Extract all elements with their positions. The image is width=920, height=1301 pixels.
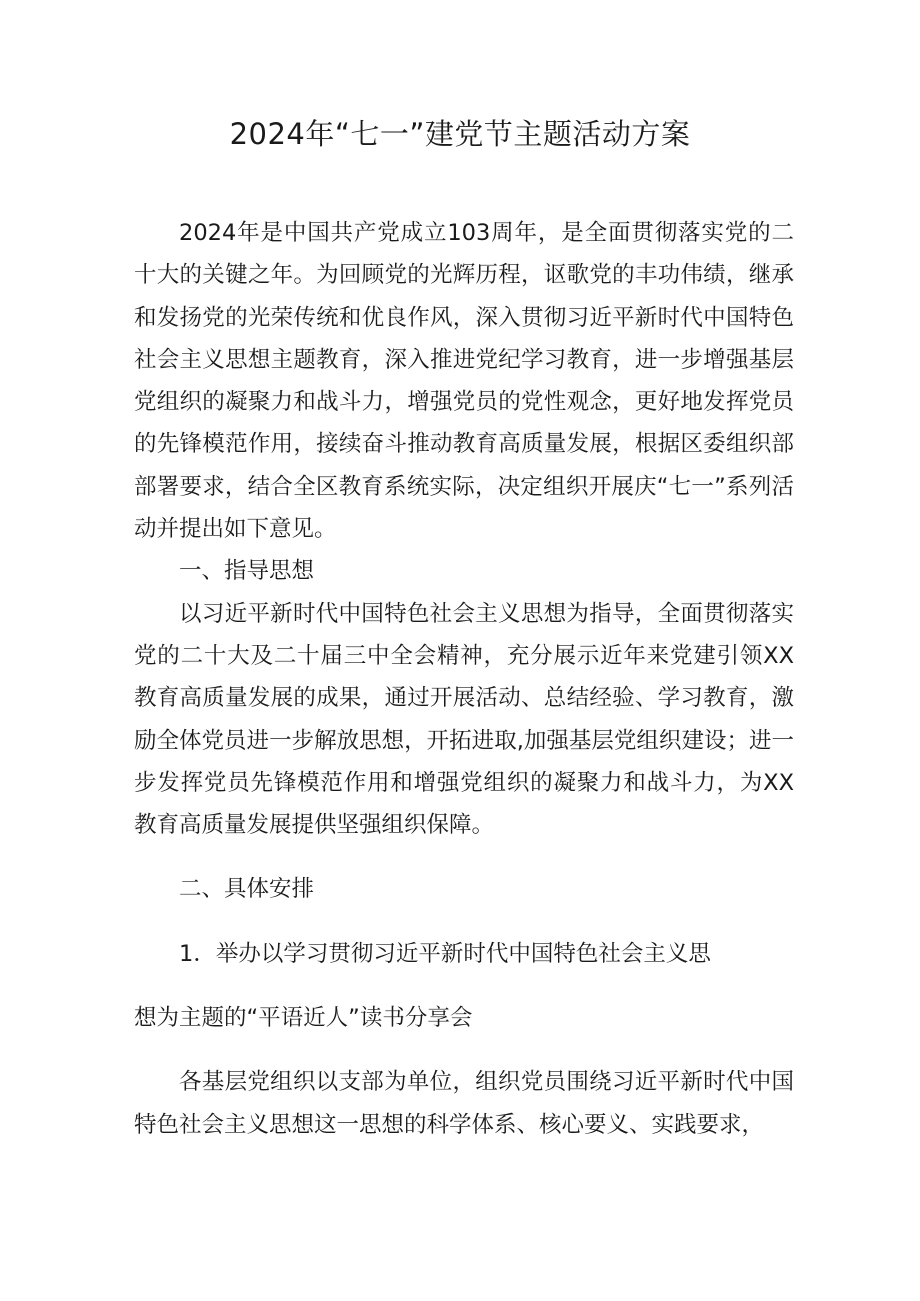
item-1-paragraph: 各基层党组织以支部为单位，组织党员围绕习近平新时代中国特色社会主义思想这一思想的科学体系、核心要义、实践要求， bbox=[134, 1069, 794, 1138]
item-1-title-line-1: 1．举办以学习贯彻习近平新时代中国特色社会主义思 bbox=[179, 940, 711, 967]
item-1-title-line-2: 想为主题的“平语近人”读书分享会 bbox=[134, 1005, 473, 1032]
section-heading-guiding-ideology: 一、指导思想 bbox=[179, 558, 315, 585]
section-heading-arrangements: 二、具体安排 bbox=[179, 876, 315, 903]
guiding-ideology-paragraph: 以习近平新时代中国特色社会主义思想为指导，全面贯彻落实党的二十大及二十届三中全会精神，充分展示近年来党建引领XX教育高质量发展的成果，通过开展活动、总结经验、学习教育，激励全体党员进一步解放思想，开拓进取,加强基层党组织建设；进一步发挥党员先锋模范作用和增强党组织的凝聚力和战斗力，为XX教育高质量发展提供坚强组织保障。 bbox=[134, 600, 794, 839]
document-body bbox=[134, 212, 794, 1146]
intro-paragraph: 2024年是中国共产党成立103周年，是全面贯彻落实党的二十大的关键之年。为回顾党的光辉历程，讴歌党的丰功伟绩，继承和发扬党的光荣传统和优良作风，深入贯彻习近平新时代中国特色社会主义思想主题教育，深入推进党纪学习教育，进一步增强基层党组织的凝聚力和战斗力，增强党员的党性观念，更好地发挥党员的先锋模范作用，接续奋斗推动教育高质量发展，根据区委组织部部署要求，结合全区教育系统实际，决定组织开展庆“七一”系列活动并提出如下意见。 bbox=[134, 220, 794, 543]
document-title: 2024年“七一”建党节主题活动方案 bbox=[229, 117, 691, 151]
